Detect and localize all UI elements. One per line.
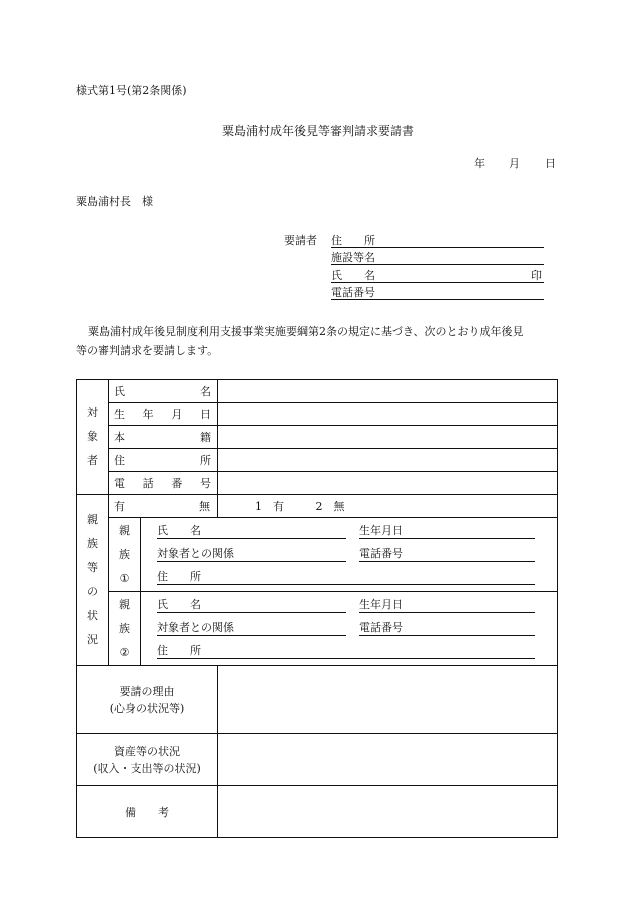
- assets-input[interactable]: [218, 734, 558, 786]
- assets-row: [77, 734, 558, 786]
- subject-dob-input[interactable]: [218, 403, 558, 426]
- requester-address-field[interactable]: [331, 234, 544, 248]
- subject-header-char: 対: [87, 406, 98, 419]
- relatives-header-char: 親: [87, 513, 98, 526]
- subject-address-input[interactable]: [218, 449, 558, 472]
- relative2-dob-input[interactable]: [359, 612, 535, 613]
- date-day-label: 日: [545, 157, 556, 170]
- relative2-relation-label: 対象者との関係: [157, 620, 234, 634]
- subject-dob-label: 生 年 月 日: [109, 403, 218, 426]
- relative1-phone-label: 電話番号: [359, 546, 403, 560]
- subject-name-label: 氏 名: [109, 380, 218, 403]
- relative2-address-label: 住 所: [157, 643, 201, 657]
- relative1-name-label: 氏 名: [157, 523, 201, 537]
- exist-option-yes[interactable]: 1 有: [255, 500, 284, 513]
- relative2-row: [77, 592, 558, 666]
- subject-domicile-input[interactable]: [218, 426, 558, 449]
- relative1-fields: [141, 518, 558, 592]
- seal-mark: 印: [531, 269, 542, 282]
- relative2-name-input[interactable]: [157, 612, 346, 613]
- subject-domicile-label: 本 籍: [109, 426, 218, 449]
- relative2-name-label: 氏 名: [157, 597, 201, 611]
- form-number: 様式第1号(第2条関係): [76, 84, 187, 97]
- relatives-header: [77, 495, 109, 666]
- remarks-row: [77, 786, 558, 838]
- requester-phone-label: 電話番号: [331, 286, 375, 299]
- assets-label: 資産等の状況 (収入・支出等の状況): [77, 734, 218, 786]
- relatives-header-char: 等: [87, 561, 98, 574]
- relative2-fields: [141, 592, 558, 666]
- date-year-label: 年: [474, 157, 485, 170]
- exist-option-no[interactable]: 2 無: [315, 500, 345, 513]
- relative1-address-label: 住 所: [157, 569, 201, 583]
- subject-phone-label: 電 話 番 号: [109, 472, 218, 495]
- relatives-header-char: 族: [87, 537, 98, 550]
- document-title: 粟島浦村成年後見等審判請求要請書: [222, 124, 415, 138]
- relative1-name-input[interactable]: [157, 538, 346, 539]
- date-month-label: 月: [509, 157, 520, 170]
- relative1-dob-input[interactable]: [359, 538, 535, 539]
- relatives-header-char: 状: [87, 609, 98, 622]
- relative2-relation-input[interactable]: [157, 635, 346, 636]
- body-text-line2: 等の審判請求を要請します。: [76, 344, 219, 357]
- subject-name-input[interactable]: [218, 380, 558, 403]
- relatives-header-char: 況: [87, 633, 98, 646]
- subject-address-label: 住 所: [109, 449, 218, 472]
- reason-label: 要請の理由 (心身の状況等): [77, 666, 218, 734]
- relative1-row: [77, 518, 558, 592]
- relatives-header-char: の: [87, 585, 98, 598]
- requester-facility-field[interactable]: [331, 251, 544, 265]
- request-form-table: [76, 379, 558, 838]
- requester-name-field[interactable]: [331, 269, 544, 283]
- relative1-address-input[interactable]: [157, 584, 535, 585]
- remarks-label: 備 考: [77, 786, 218, 838]
- addressee: 粟島浦村長 様: [76, 195, 153, 208]
- subject-address-row: [77, 449, 558, 472]
- relative1-dob-label: 生年月日: [359, 523, 403, 537]
- requester-label: 要請者: [284, 234, 317, 247]
- requester-name-label: 氏 名: [331, 269, 375, 282]
- requester-facility-label: 施設等名: [331, 251, 375, 264]
- subject-phone-input[interactable]: [218, 472, 558, 495]
- relative2-phone-input[interactable]: [359, 635, 535, 636]
- relative1-tag: 親 族 ①: [109, 518, 141, 592]
- requester-phone-field[interactable]: [331, 286, 544, 300]
- relative2-phone-label: 電話番号: [359, 620, 403, 634]
- body-text-line1: 粟島浦村成年後見制度利用支援事業実施要綱第2条の規定に基づき、次のとおり成年後見: [88, 325, 524, 338]
- subject-header-char: 象: [87, 430, 98, 443]
- exist-label: 有 無: [109, 495, 218, 518]
- relative2-tag: 親 族 ②: [109, 592, 141, 666]
- relative2-dob-label: 生年月日: [359, 597, 403, 611]
- subject-phone-row: [77, 472, 558, 495]
- subject-dob-row: [77, 403, 558, 426]
- remarks-input[interactable]: [218, 786, 558, 838]
- relatives-exist-row: [77, 495, 558, 518]
- relative1-relation-label: 対象者との関係: [157, 546, 234, 560]
- subject-name-row: [77, 380, 558, 403]
- exist-options: [218, 495, 558, 518]
- relative2-address-input[interactable]: [157, 658, 535, 659]
- requester-address-label: 住 所: [331, 234, 375, 247]
- reason-input[interactable]: [218, 666, 558, 734]
- subject-domicile-row: [77, 426, 558, 449]
- subject-header-char: 者: [87, 454, 98, 467]
- relative1-relation-input[interactable]: [157, 561, 346, 562]
- subject-header: [77, 380, 109, 495]
- relative1-phone-input[interactable]: [359, 561, 535, 562]
- reason-row: [77, 666, 558, 734]
